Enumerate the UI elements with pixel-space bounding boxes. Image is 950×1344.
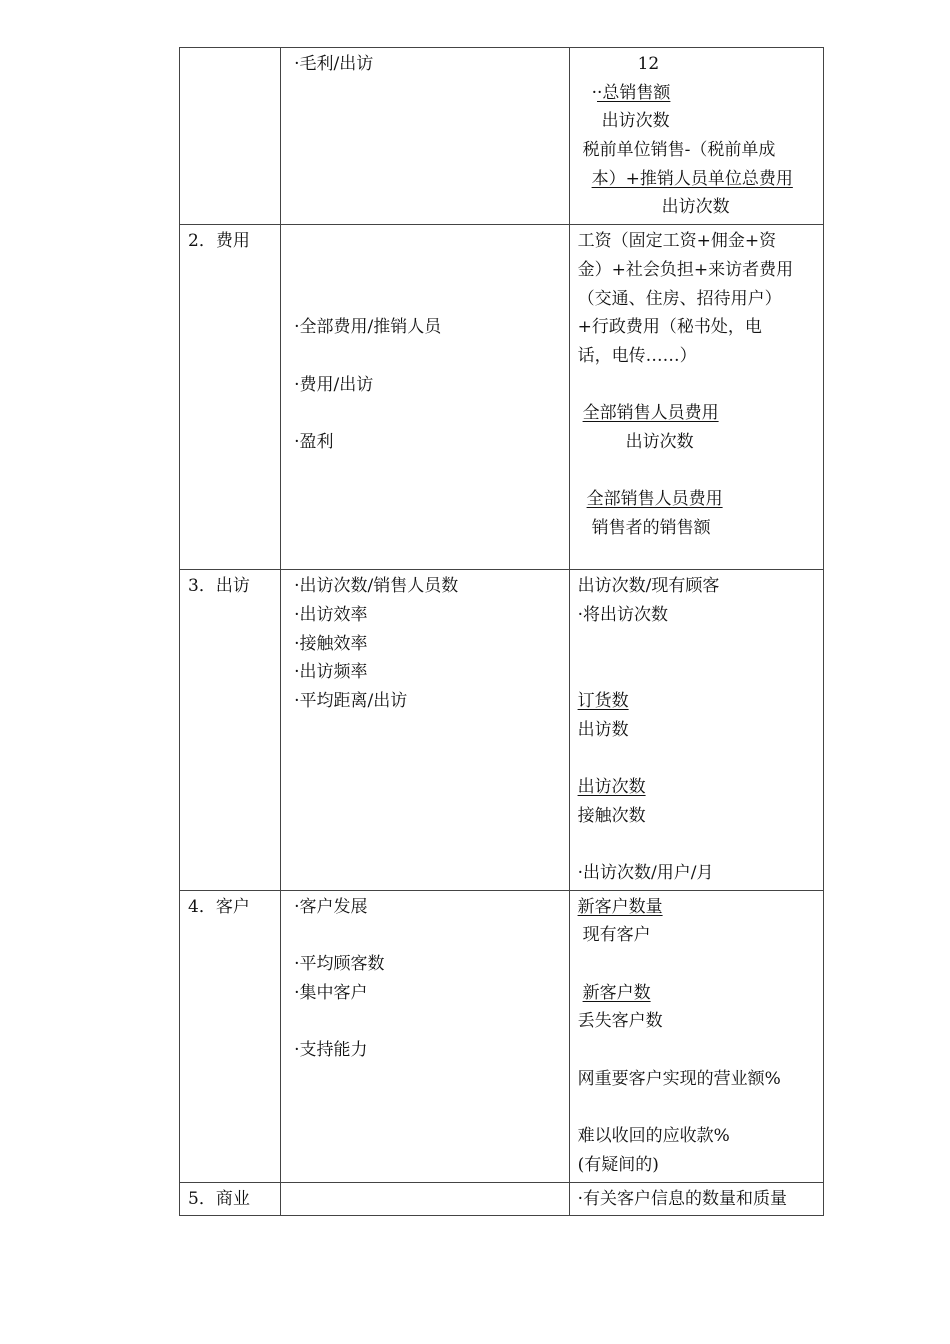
formula-line: 接触次数 (577, 805, 646, 826)
section-cell (180, 890, 281, 1182)
metric-cell (281, 570, 569, 891)
metric-item: ·平均距离/出访 (294, 690, 408, 711)
formula-line: 出访次数 (661, 197, 730, 218)
formula-cell (569, 225, 823, 570)
formula-line: +行政费用（秘书处，电 (577, 317, 762, 338)
formula-line: ··总销售额 (591, 82, 671, 103)
section-cell (180, 225, 281, 570)
section-label: 5．商业 (188, 1188, 250, 1209)
metric-item: ·支持能力 (294, 1040, 368, 1061)
formula-numerator: 订货数 (577, 690, 629, 711)
metric-item: ·盈利 (294, 431, 334, 452)
formula-numerator: 全部销售人员费用 (586, 489, 723, 510)
formula-numerator: 本）+推销人员单位总费用 (591, 168, 793, 189)
section-label: 2．费用 (188, 231, 250, 252)
metric-item: ·毛利/出访 (294, 54, 374, 74)
formula-cell (569, 48, 823, 225)
metric-item: ·平均顾客数 (294, 954, 385, 975)
metric-item: ·费用/出访 (294, 374, 374, 395)
formula-numerator: 出访次数 (577, 776, 646, 797)
formula-line: 工资（固定工资+佣金+资 (577, 231, 777, 252)
section-cell (180, 48, 281, 225)
metric-cell (281, 48, 569, 225)
metric-item: ·出访次数/销售人员数 (294, 576, 459, 597)
formula-line: 金）+社会负担+来访者费用 (577, 259, 794, 280)
formula-numerator: 新客户数量 (577, 896, 663, 917)
formula-numerator: ·总销售额 (597, 82, 671, 103)
formula-line: 出访次数 (601, 111, 670, 132)
formula-line: 难以收回的应收款% (577, 1126, 730, 1147)
metric-item: ·集中客户 (294, 982, 368, 1003)
formula-line: 话，电传……） (577, 345, 697, 366)
section-cell (180, 1182, 281, 1216)
formula-line: 税前单位销售-（税前单成 (582, 140, 776, 161)
section-cell (180, 570, 281, 891)
formula-line: ·出访次数/用户/月 (577, 863, 714, 883)
table-row (180, 48, 824, 225)
formula-numerator: 全部销售人员费用 (582, 403, 719, 424)
formula-line: 出访数 (577, 719, 629, 740)
formula-cell (569, 570, 823, 891)
metric-item: ·出访频率 (294, 662, 368, 683)
section-label: 4．客户 (188, 896, 250, 917)
formula-line: （交通、住房、招待用户） (577, 288, 782, 309)
metric-item: ·全部费用/推销人员 (294, 317, 442, 338)
section-label (180, 48, 280, 52)
metric-item: ·接触效率 (294, 633, 368, 654)
formula-line: 现有客户 (582, 925, 651, 946)
table-row (180, 225, 824, 570)
metric-cell (281, 890, 569, 1182)
table-row (180, 890, 824, 1182)
metric-item: ·客户发展 (294, 896, 368, 917)
formula-line: 销售者的销售额 (591, 518, 711, 538)
metric-cell (281, 225, 569, 570)
formula-line: 出访次数 (625, 431, 694, 452)
formula-cell (569, 1182, 823, 1216)
table-row (180, 1182, 824, 1216)
formula-cell (569, 890, 823, 1182)
formula-line: 网重要客户实现的营业额% (577, 1068, 781, 1089)
formula-line: 12 (637, 54, 660, 74)
metrics-table (179, 47, 824, 1216)
formula-line: ·有关客户信息的数量和质量 (577, 1188, 787, 1209)
section-label: 3．出访 (188, 576, 250, 597)
formula-line: (有疑间的) (577, 1154, 659, 1175)
formula-line: 出访次数/现有顾客 (577, 576, 720, 597)
metric-item: ·出访效率 (294, 604, 368, 625)
table-row (180, 570, 824, 891)
formula-line: ·将出访次数 (577, 604, 668, 625)
formula-numerator: 新客户数 (582, 982, 651, 1003)
formula-line (578, 165, 817, 194)
metric-cell (281, 1182, 569, 1216)
formula-line: 丢失客户数 (577, 1011, 663, 1032)
